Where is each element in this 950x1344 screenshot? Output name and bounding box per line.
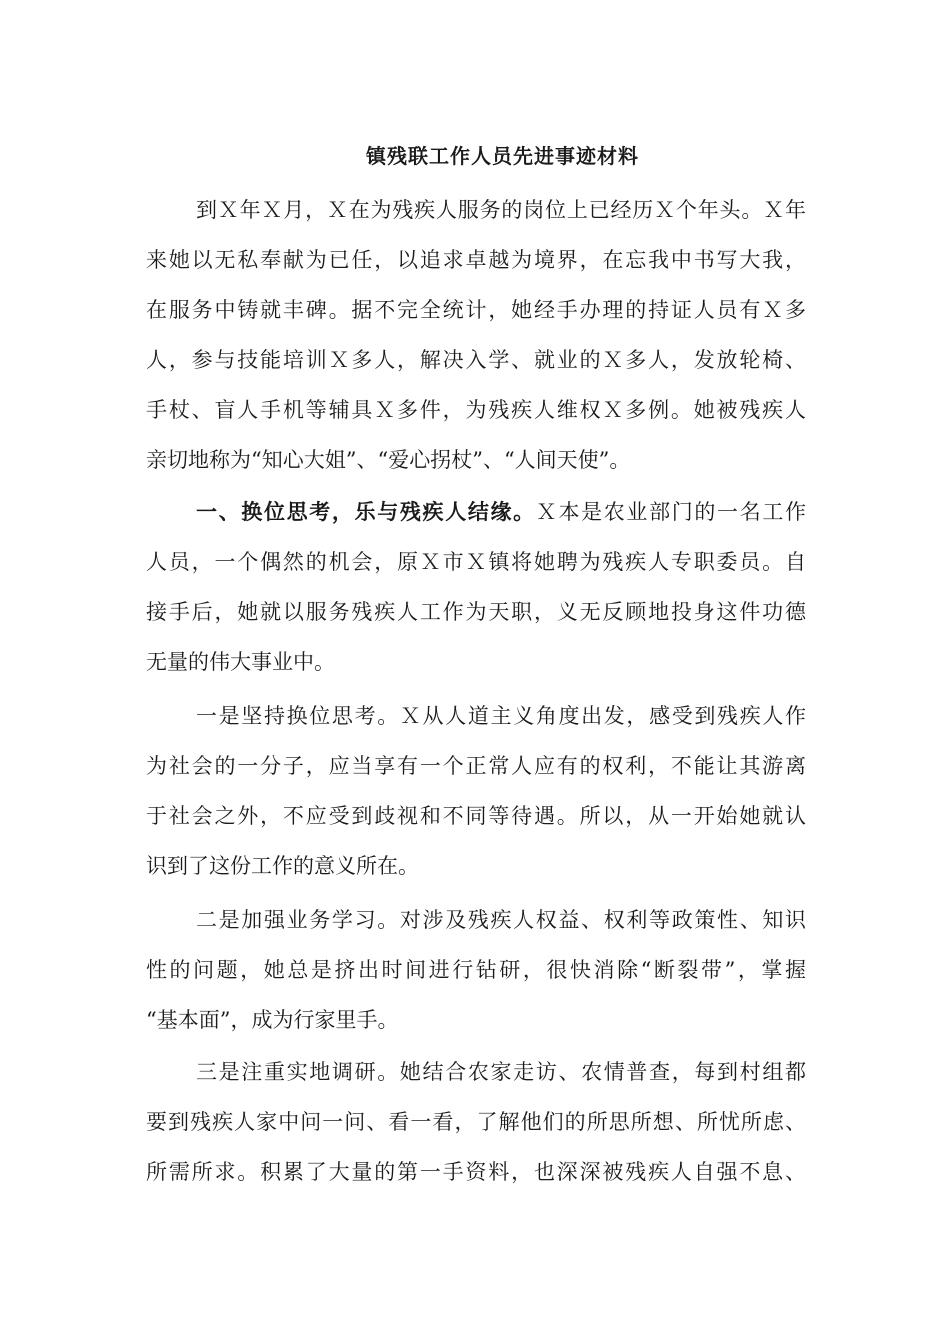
paragraph-line: 无量的伟大事业中。 bbox=[146, 650, 335, 674]
paragraph-line: 亲切地称为“知心大姐”、“爱心拐杖”、“人间天使”。 bbox=[146, 448, 631, 472]
paragraph-line: 要到残疾人家中问一问、看一看，了解他们的所思所想、所忧所虑、 bbox=[146, 1110, 806, 1134]
paragraph-line: 为社会的一分子，应当享有一个正常人应有的权利，不能让其游离 bbox=[146, 754, 806, 778]
section-heading-rest: Ｘ本是农业部门的一名工作 bbox=[535, 500, 807, 524]
paragraph-line: 人员，一个偶然的机会，原Ｘ市Ｘ镇将她聘为残疾人专职委员。自 bbox=[146, 550, 806, 574]
paragraph-line: 三是注重实地调研。她结合农家走访、农情普查，每到村组都 bbox=[196, 1060, 806, 1084]
paragraph-line: 二是加强业务学习。对涉及残疾人权益、权利等政策性、知识 bbox=[196, 908, 806, 932]
document-title: 镇残联工作人员先进事迹材料 bbox=[366, 144, 639, 168]
paragraph-line: 手杖、盲人手机等辅具Ｘ多件，为残疾人维权Ｘ多例。她被残疾人 bbox=[146, 398, 806, 422]
paragraph-line: 来她以无私奉献为已任，以追求卓越为境界，在忘我中书写大我， bbox=[146, 248, 806, 272]
paragraph-line: 一是坚持换位思考。Ｘ从人道主义角度出发，感受到残疾人作 bbox=[196, 704, 806, 728]
paragraph-line: 在服务中铸就丰碑。据不完全统计，她经手办理的持证人员有Ｘ多 bbox=[146, 298, 806, 322]
paragraph-line: 性的问题，她总是挤出时间进行钻研，很快消除“断裂带”，掌握 bbox=[146, 958, 806, 982]
paragraph-line: “基本面”，成为行家里手。 bbox=[146, 1008, 399, 1032]
paragraph-line: 接手后，她就以服务残疾人工作为天职，义无反顾地投身这件功德 bbox=[146, 600, 806, 624]
section-heading-line bbox=[146, 498, 806, 526]
paragraph-line: 于社会之外，不应受到歧视和不同等待遇。所以，从一开始她就认 bbox=[146, 804, 806, 828]
paragraph-line: 人，参与技能培训Ｘ多人，解决入学、就业的Ｘ多人，发放轮椅、 bbox=[146, 348, 806, 372]
paragraph-line: 所需所求。积累了大量的第一手资料，也深深被残疾人自强不息、 bbox=[146, 1160, 806, 1184]
section-heading: 一、换位思考，乐与残疾人结缘。 bbox=[196, 499, 536, 524]
paragraph-line: 到Ｘ年Ｘ月，Ｘ在为残疾人服务的岗位上已经历Ｘ个年头。Ｘ年 bbox=[196, 198, 806, 222]
paragraph-line: 识到了这份工作的意义所在。 bbox=[146, 854, 419, 878]
